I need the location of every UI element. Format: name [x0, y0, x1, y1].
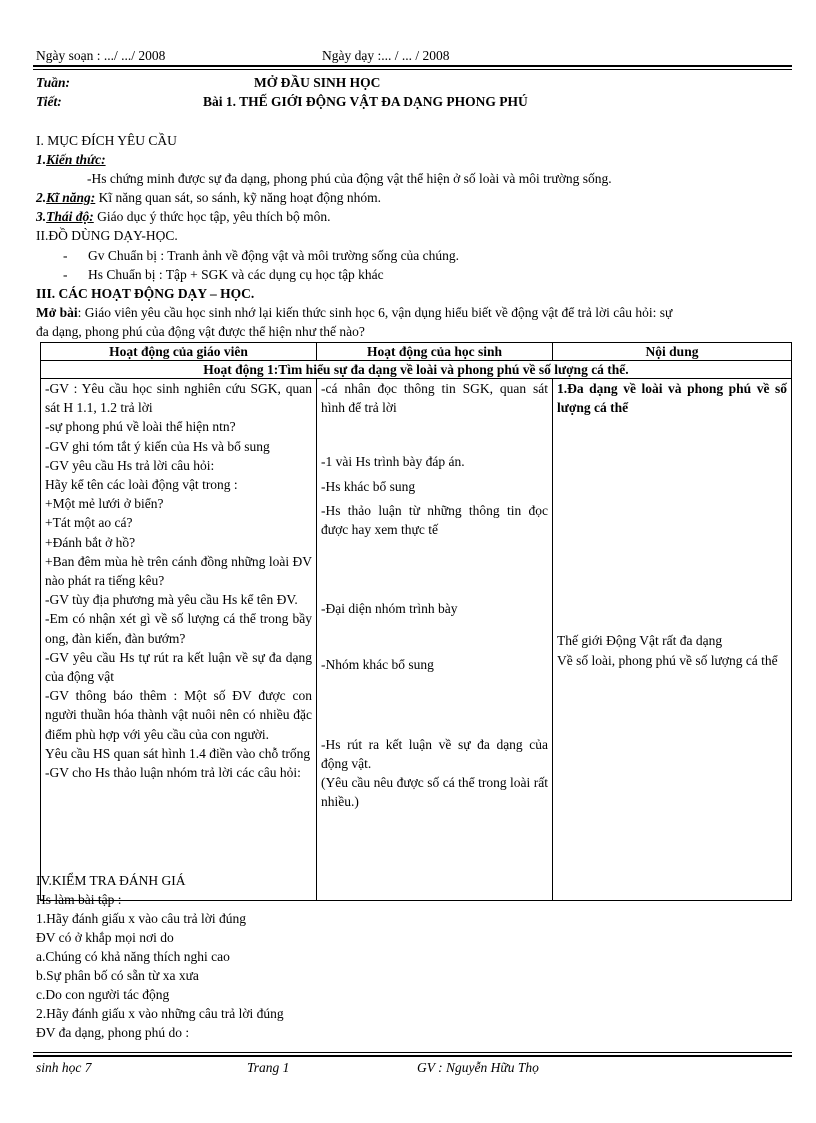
teacher-line: -GV yêu cầu Hs tự rút ra kết luận về sự đa dạng của động vật [45, 649, 312, 685]
section4-line: 1.Hãy đánh giấu x vào câu trả lời đúng [36, 911, 246, 926]
activity-title: Hoạt động 1:Tìm hiểu sự đa dạng về loài và phong phú về số lượng cá thể. [41, 361, 792, 379]
student-line: -Hs thảo luận từ những thông tin đọc được hay xem thực tế [321, 502, 548, 538]
ngay-day: Ngày dạy :... / ... / 2008 [322, 48, 450, 63]
section4-line: b.Sự phân bố có sẵn từ xa xưa [36, 968, 199, 983]
student-line: -Hs rút ra kết luận về sự đa dạng của động vật. [321, 736, 548, 771]
student-line: -cá nhân đọc thông tin SGK, quan sát hình để trả lời [321, 381, 548, 416]
teacher-line: -GV cho Hs thảo luận nhóm trả lời các câu hỏi: [45, 765, 301, 781]
content-title: 1.Đa dạng về loài và phong phú về số lượng cá thể [557, 381, 787, 416]
footer-page: Trang 1 [247, 1060, 290, 1075]
teacher-line: +Ban đêm mùa hè trên cánh đồng những loài ĐV nào phát ra tiếng kêu? [45, 553, 312, 589]
activity-row [41, 361, 792, 379]
teacher-line: Hãy kể tên các loài động vật trong : [45, 477, 238, 493]
kien-thuc-num: 1. [36, 152, 47, 167]
mo-bai-label: Mở bài [36, 305, 78, 320]
ki-nang-text: Kĩ năng quan sát, so sánh, kỹ năng hoạt động nhóm. [95, 190, 381, 205]
content-line: Về số loài, phong phú về số lượng cá thể [557, 652, 778, 668]
content-line: Thế giới Động Vật rất đa dạng [557, 633, 723, 649]
kien-thuc-text: -Hs chứng minh được sự đa dạng, phong phú của động vật thể hiện ở số loài và môi trường sống. [87, 171, 612, 186]
section1-title: I. MỤC ĐÍCH YÊU CẦU [36, 133, 177, 148]
student-line: -Nhóm khác bổ sung [321, 657, 434, 673]
lesson-plan-table [40, 342, 792, 901]
teacher-column [41, 379, 317, 901]
teacher-line: -GV tùy địa phương mà yêu cầu Hs kể tên ĐV. [45, 592, 298, 608]
mo-bai-line1: Mở bài: Giáo viên yêu cầu học sinh nhớ lại kiến thức sinh học 6, vận dụng hiểu biết về động vật để trả lời câu hỏi: sự [36, 305, 673, 320]
table-header-row [41, 343, 792, 361]
section4-line: a.Chúng có khả năng thích nghi cao [36, 949, 230, 964]
section4-line: c.Do con người tác động [36, 987, 170, 1002]
ki-nang-row [36, 189, 381, 207]
ki-nang-label: Kĩ năng: [46, 190, 96, 205]
thai-do-num: 3. [36, 209, 47, 224]
student-column [317, 379, 553, 901]
footer-subject: sinh học 7 [36, 1060, 92, 1075]
thai-do-label: Thái độ: [46, 209, 94, 224]
teacher-line: +Tát một ao cá? [45, 515, 133, 531]
section2-item: - Hs Chuẩn bị : Tập + SGK và các dụng cụ học tập khác [63, 267, 384, 282]
thai-do-row [36, 208, 331, 226]
section4-line: ĐV đa dạng, phong phú do : [36, 1025, 190, 1040]
kien-thuc-label: Kiến thức: [46, 152, 106, 167]
header-divider-bottom [33, 69, 792, 70]
thai-do-text: Giáo dục ý thức học tập, yêu thích bộ môn. [93, 209, 331, 224]
header-student: Hoạt động của học sinh [317, 343, 553, 361]
teacher-line: -sự phong phú về loài thể hiện ntn? [45, 419, 236, 435]
student-line: (Yêu cầu nêu được số cá thể trong loài rất nhiều.) [321, 775, 548, 810]
tuan-label: Tuần: [36, 75, 71, 90]
teacher-line: -GV thông báo thêm : Một số ĐV được con người thuần hóa thành vật nuôi nên có nhiều đặc điểm phù hợp với yêu cầu của con người. [45, 688, 312, 742]
footer-divider-top [33, 1052, 792, 1053]
section4-line: 2.Hãy đánh giấu x vào những câu trả lời đúng [36, 1006, 284, 1021]
lesson-title: Bài 1. THẾ GIỚI ĐỘNG VẬT ĐA DẠNG PHONG PHÚ [203, 94, 528, 109]
student-line: -1 vài Hs trình bày đáp án. [321, 454, 465, 470]
teacher-line: -Em có nhận xét gì về số lượng cá thể trong bầy ong, đàn kiến, đàn bướm? [45, 611, 312, 646]
teacher-line: -GV yêu cầu Hs trả lời câu hỏi: [45, 457, 215, 473]
table-body-row [41, 379, 792, 901]
kien-thuc-heading [36, 151, 106, 169]
ki-nang-num: 2. [36, 190, 47, 205]
section4-line: ĐV có ở khắp mọi nơi do [36, 930, 174, 945]
teacher-line: -GV ghi tóm tắt ý kiến của Hs và bổ sung [45, 438, 270, 454]
header-teacher: Hoạt động của giáo viên [41, 343, 317, 361]
teacher-line: +Một mẻ lưới ở biển? [45, 496, 164, 512]
section4-title: IV.KIỂM TRA ĐÁNH GIÁ [36, 873, 186, 888]
chapter-title: MỞ ĐẦU SINH HỌC [254, 75, 381, 90]
ngay-soan: Ngày soạn : .../ .../ 2008 [36, 48, 166, 63]
teacher-line: +Đánh bắt ở hồ? [45, 534, 136, 550]
section3-title: III. CÁC HOẠT ĐỘNG DẠY – HỌC. [36, 286, 255, 301]
teacher-line: Yêu cầu HS quan sát hình 1.4 điền vào chỗ trống [45, 745, 311, 761]
section2-item: - Gv Chuẩn bị : Tranh ảnh về động vật và môi trường sống của chúng. [63, 248, 460, 263]
header-content: Nội dung [553, 343, 792, 361]
section2-title: II.ĐỒ DÙNG DẠY-HỌC. [36, 228, 178, 243]
footer-divider-bottom [33, 1055, 792, 1057]
student-line: -Hs khác bổ sung [321, 478, 416, 494]
header-divider-top [33, 65, 792, 67]
tiet-label: Tiết: [36, 94, 62, 109]
section4-line: Hs làm bài tập : [36, 892, 122, 907]
content-column [553, 379, 792, 901]
teacher-line: -GV : Yêu cầu học sinh nghiên cứu SGK, quan sát H 1.1, 1.2 trả lời [45, 381, 312, 416]
student-line: -Đại diện nhóm trình bày [321, 601, 458, 617]
mo-bai-line2: đa dạng, phong phú của động vật được thể hiện như thế nào? [36, 324, 365, 339]
footer-teacher: GV : Nguyễn Hữu Thọ [417, 1060, 539, 1075]
